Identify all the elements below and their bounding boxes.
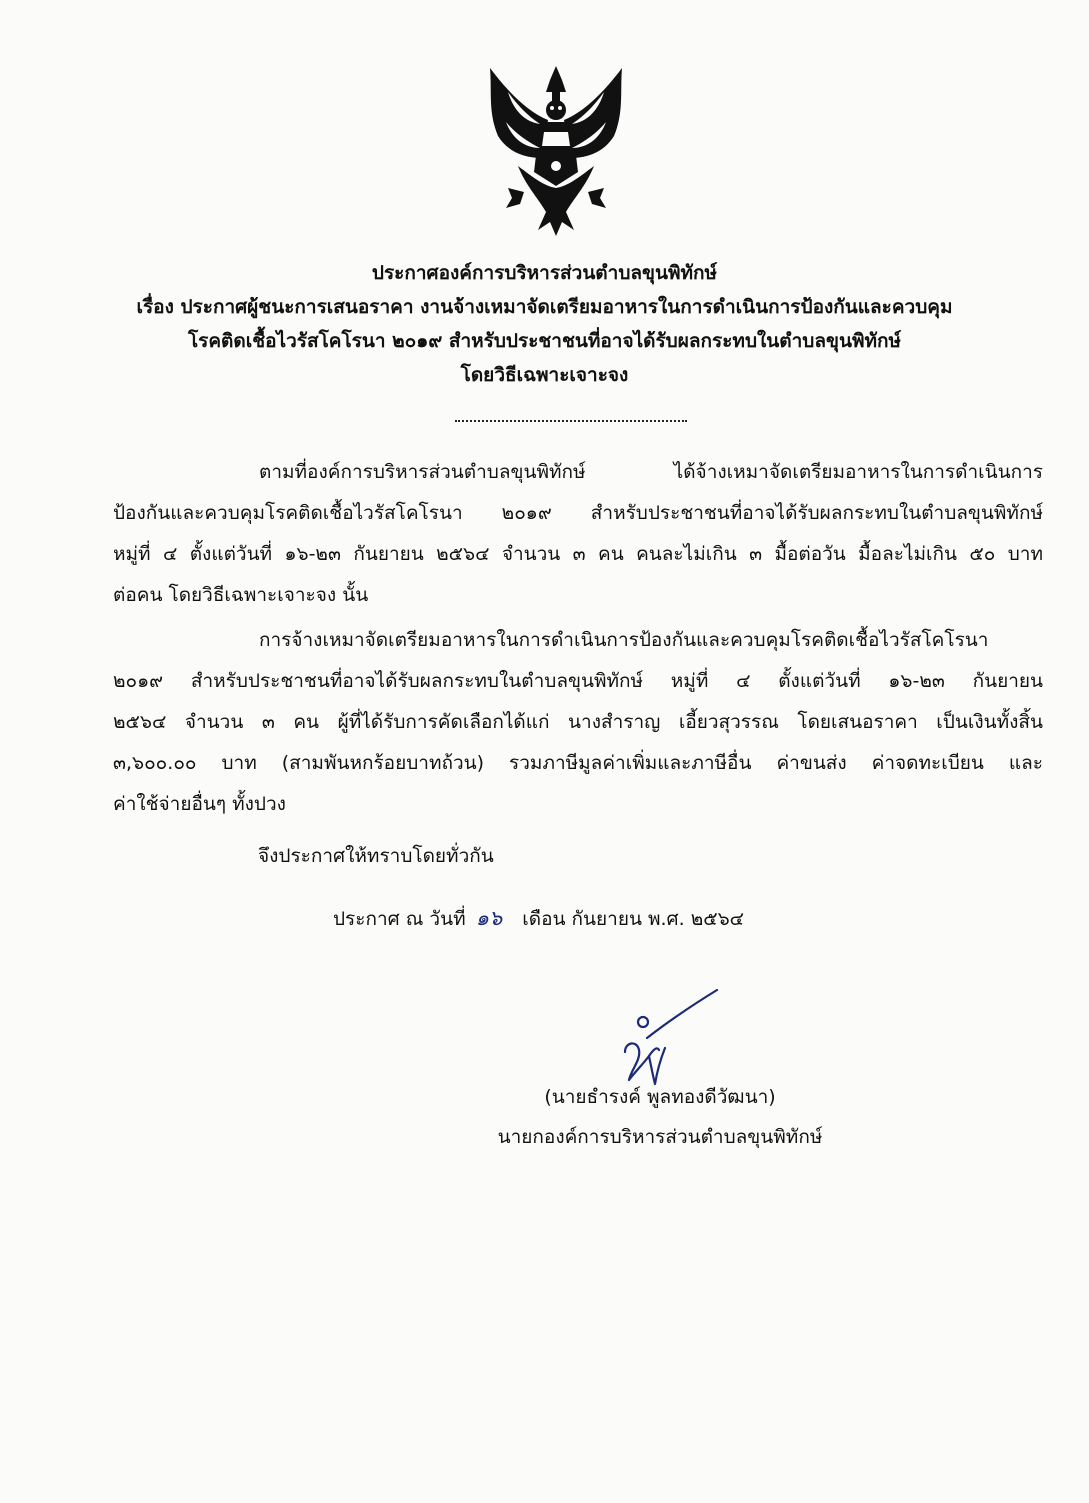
paragraph-1-line: ป้องกันและควบคุมโรคติดเชื้อไวรัสโคโรนา ๒๐๑๙ สำหรับประชาชนที่อาจได้รับผลกระทบในตำบลขุนพิทักษ์ [113,502,1043,524]
signatory-position: นายกองค์การบริหารส่วนตำบลขุนพิทักษ์ [497,1126,823,1148]
paragraph-2-line: การจ้างเหมาจัดเตรียมอาหารในการดำเนินการป้องกันและควบคุมโรคติดเชื้อไวรัสโคโรนา [259,629,989,651]
paragraph-1-line: ตามที่องค์การบริหารส่วนตำบลขุนพิทักษ์ ได้จ้างเหมาจัดเตรียมอาหารในการดำเนินการ [259,461,1043,483]
signatory-name: (นายธำรงค์ พูลทองดีวัฒนา) [544,1086,776,1108]
subject-line-1: เรื่อง ประกาศผู้ชนะการเสนอราคา งานจ้างเหมาจัดเตรียมอาหารในการดำเนินการป้องกันและควบคุม [136,296,953,318]
handwritten-day: ๑๖ [475,906,503,930]
paragraph-2-line: ๓,๖๐๐.๐๐ บาท (สามพันหกร้อยบาทถ้วน) รวมภาษีมูลค่าเพิ่มและภาษีอื่น ค่าขนส่ง ค่าจดทะเบียน และ [113,752,1043,774]
paragraph-2 [113,620,1043,825]
announcement-subject [0,290,1089,392]
paragraph-2-line: ค่าใช้จ่ายอื่นๆ ทั้งปวง [113,793,286,815]
paragraph-2-line: ๒๕๖๔ จำนวน ๓ คน ผู้ที่ได้รับการคัดเลือกได้แก่ นางสำราญ เอี้ยวสุวรรณ โดยเสนอราคา เป็นเงินทั้งสิ้น [113,711,1043,733]
subject-line-3: โดยวิธีเฉพาะเจาะจง [460,364,629,386]
paragraph-1-line: ต่อคน โดยวิธีเฉพาะเจาะจง นั้น [113,584,369,606]
paragraph-1-line: หมู่ที่ ๔ ตั้งแต่วันที่ ๑๖-๒๓ กันยายน ๒๕๖๔ จำนวน ๓ คน คนละไม่เกิน ๓ มื้อต่อวัน มื้อละไม่เกิน ๕๐ บาท [113,543,1043,565]
subject-line-2: โรคติดเชื้อไวรัสโคโรนา ๒๐๑๙ สำหรับประชาชนที่อาจได้รับผลกระทบในตำบลขุนพิทักษ์ [187,330,902,352]
announcement-title: ประกาศองค์การบริหารส่วนตำบลขุนพิทักษ์ [371,262,718,284]
date-prefix: ประกาศ ณ วันที่ [333,908,466,930]
paragraph-1 [113,452,1043,616]
date-month-year: เดือน กันยายน พ.ศ. ๒๕๖๔ [522,908,745,930]
announcement-date [333,898,744,940]
dotted-divider [455,402,687,422]
garuda-emblem [478,62,634,238]
closing-statement: จึงประกาศให้ทราบโดยทั่วกัน [258,845,494,867]
paragraph-2-line: ๒๐๑๙ สำหรับประชาชนที่อาจได้รับผลกระทบในตำบลขุนพิทักษ์ หมู่ที่ ๔ ตั้งแต่วันที่ ๑๖-๒๓ กันยายน [113,670,1043,692]
